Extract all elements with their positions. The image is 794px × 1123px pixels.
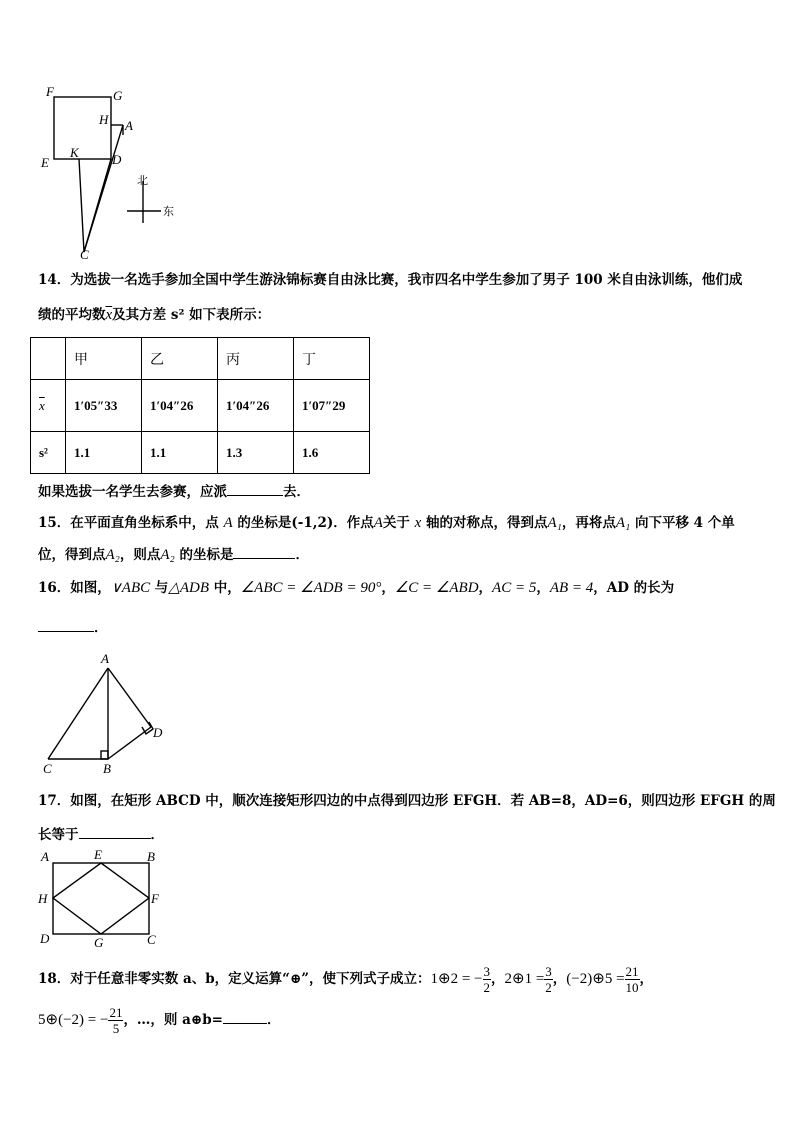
cell-mean-jia: 1′05″33: [66, 380, 142, 432]
q18-frac3-num: 21: [625, 964, 639, 979]
q16-sep-2: ，: [478, 580, 493, 596]
label-c: C: [80, 247, 89, 260]
segment-ca: [48, 668, 108, 759]
q14-answer-line: [38, 481, 758, 501]
q18-frac1-den: 2: [483, 980, 491, 995]
q14-after-end: 去．: [283, 484, 310, 500]
q16-tail: ，AD 的长为: [593, 580, 675, 596]
q15-text-g: 位，得到点: [38, 547, 106, 563]
q16-answer-blank[interactable]: [38, 617, 94, 632]
q14-line2-a: 绩的平均数: [38, 307, 106, 323]
q17-answer-blank[interactable]: [79, 824, 151, 839]
label-e: E: [41, 155, 49, 170]
q18-frac3-den: 10: [625, 980, 639, 995]
quadrilateral-efgh: [53, 863, 149, 934]
label-h: H: [38, 891, 48, 906]
q18-frac1-num: 3: [483, 964, 491, 979]
label-d: D: [112, 152, 122, 167]
q14-xbar: $\overline{x}$: [105, 307, 113, 323]
q18-comma2: ，: [552, 971, 567, 987]
q18-comma3: ，: [639, 971, 654, 987]
q16-line2: [38, 617, 758, 637]
label-a: A: [41, 849, 49, 864]
q15-line2: [38, 544, 758, 564]
label-f: F: [151, 891, 159, 906]
label-c: C: [147, 932, 156, 947]
q18-frac2: [544, 964, 553, 995]
q15-point-a2-2: A₂: [160, 547, 175, 563]
q15-text-end: ．: [295, 547, 309, 563]
q18-line1: [38, 962, 758, 996]
label-b: B: [103, 761, 111, 776]
q17-line1: 17．如图，在矩形 ABCD 中，顺次连接矩形四边的中点得到四边形 EFGH．若 AB=8，AD=6，则四边形 EFGH 的周: [38, 793, 776, 809]
cell-var-yi: 1.1: [142, 432, 218, 474]
q17-line2: [38, 824, 758, 844]
q18-frac4-den: 5: [112, 1021, 120, 1036]
label-d: D: [153, 725, 163, 740]
cell-mean-yi: 1′04″26: [142, 380, 218, 432]
square-efgd: [54, 97, 111, 159]
q18-line2: [38, 1003, 758, 1037]
q18-line2-text: ，…，则 a⊕b=: [123, 1012, 223, 1028]
q18-answer-blank[interactable]: [223, 1009, 267, 1024]
q18-frac2-den: 2: [545, 980, 552, 995]
q18-expr1: 1⊕2 = −: [430, 971, 483, 987]
cell-var-bing: 1.3: [218, 432, 294, 474]
q18-end: ．: [266, 1012, 281, 1028]
q14-after-text: 如果选拔一名学生去参赛，应派: [38, 484, 227, 500]
header-cell-3: 丙: [218, 338, 294, 380]
q18-intro: 18．对于任意非零实数 a、b，定义运算“⊕”，使下列式子成立：: [38, 971, 431, 987]
table-header-row: [31, 338, 370, 380]
q16-triangle-abc: ∨ABC: [110, 580, 151, 596]
q15-point-a-2: A: [373, 515, 383, 531]
label-north: 北: [137, 174, 148, 187]
q16-sep-3: ，: [536, 580, 550, 596]
q16-triangle-adb: △ADB: [168, 580, 210, 596]
q15-text-h: ，则点: [119, 547, 161, 563]
label-f: F: [46, 84, 54, 99]
q18-frac1: [483, 964, 492, 995]
header-cell-0: [31, 338, 66, 380]
q17-end: ．: [150, 827, 164, 843]
rectangle-abcd: [53, 863, 149, 934]
figure-rectangle-efgh: [30, 845, 170, 953]
q16-sep-1: ，: [381, 580, 395, 596]
table-row-mean: [31, 380, 370, 432]
figure-triangles-abc-adb: [35, 648, 175, 778]
header-cell-1: 甲: [66, 338, 142, 380]
q15-answer-blank[interactable]: [233, 544, 295, 559]
label-g: G: [94, 935, 104, 950]
q15-text-e: ，再将点: [561, 515, 616, 531]
q14-answer-blank[interactable]: [227, 481, 283, 496]
q18-frac4-num: 21: [109, 1005, 123, 1020]
q16-condition-1: ∠ABC = ∠ADB = 90°: [240, 580, 382, 596]
q15-x-axis: x: [414, 515, 422, 531]
cell-var-jia: 1.1: [66, 432, 142, 474]
q15-point-a: A: [223, 515, 233, 531]
label-d: D: [40, 931, 50, 946]
score-table: [30, 337, 370, 474]
q15-text-d: 轴的对称点，得到点: [421, 515, 548, 531]
q15-line1: [38, 514, 758, 532]
q16-mid2: 中，: [209, 580, 241, 596]
q15-point-a1-2: A₁: [615, 515, 631, 531]
q15-text-a: 15．在平面直角坐标系中，点: [38, 515, 224, 531]
q14-line2: [38, 306, 758, 324]
q16-condition-4: AB = 4: [549, 580, 594, 596]
segment-ad: [108, 668, 151, 727]
q17-line2-text: 长等于: [38, 827, 79, 843]
label-h: H: [99, 112, 109, 127]
cell-var-ding: 1.6: [294, 432, 370, 474]
header-cell-2: 乙: [142, 338, 218, 380]
label-c: C: [43, 761, 52, 776]
cell-mean-bing: 1′04″26: [218, 380, 294, 432]
label-k: K: [70, 145, 79, 160]
q18-expr2: 2⊕1 =: [504, 971, 545, 987]
label-b: B: [147, 849, 155, 864]
label-east: 东: [163, 205, 174, 218]
q16-line1: [38, 579, 758, 597]
q18-frac4: [108, 1005, 123, 1036]
q14-line2-b: 及其方差 s² 如下表所示：: [112, 307, 271, 323]
q18-expr3: (−2)⊕5 =: [566, 971, 625, 987]
figure-compass-geometry: [35, 80, 195, 260]
q18-expr4: 5⊕(−2) = −: [38, 1012, 109, 1028]
right-angle-b: [101, 751, 108, 759]
row-label-variance: s²: [31, 432, 66, 474]
header-cell-4: 丁: [294, 338, 370, 380]
label-e: E: [94, 847, 102, 862]
q18-frac2-num: 3: [545, 964, 552, 979]
q15-text-f: 向下平移 4 个单: [630, 515, 735, 531]
table-row-variance: [31, 432, 370, 474]
q15-point-a2: A₂: [105, 547, 120, 563]
label-g: G: [113, 88, 123, 103]
q18-comma1: ，: [491, 971, 505, 987]
q15-text-i: 的坐标是: [174, 547, 234, 563]
q15-text-c: 关于: [382, 515, 415, 531]
q14-line1: 14．为选拔一名选手参加全国中学生游泳锦标赛自由泳比赛，我市四名中学生参加了男子 100 米自由泳训练，他们成: [38, 272, 743, 288]
q16-condition-3: AC = 5: [492, 580, 537, 596]
label-a: A: [125, 118, 133, 133]
row-label-mean: $\overline{x}$: [31, 380, 66, 432]
segment-dc: [84, 159, 111, 252]
q15-text-b: 的坐标是(-1,2)．作点: [232, 515, 374, 531]
q16-prefix: 16．如图，: [38, 580, 111, 596]
q16-condition-2: ∠C = ∠ABD: [394, 580, 479, 596]
segment-kc: [79, 159, 84, 252]
cell-mean-ding: 1′07″29: [294, 380, 370, 432]
q16-mid1: 与: [150, 580, 169, 596]
q18-frac3: [625, 964, 640, 995]
label-a: A: [101, 651, 109, 666]
q15-point-a1: A₁: [547, 515, 562, 531]
q16-end: ．: [94, 620, 108, 636]
